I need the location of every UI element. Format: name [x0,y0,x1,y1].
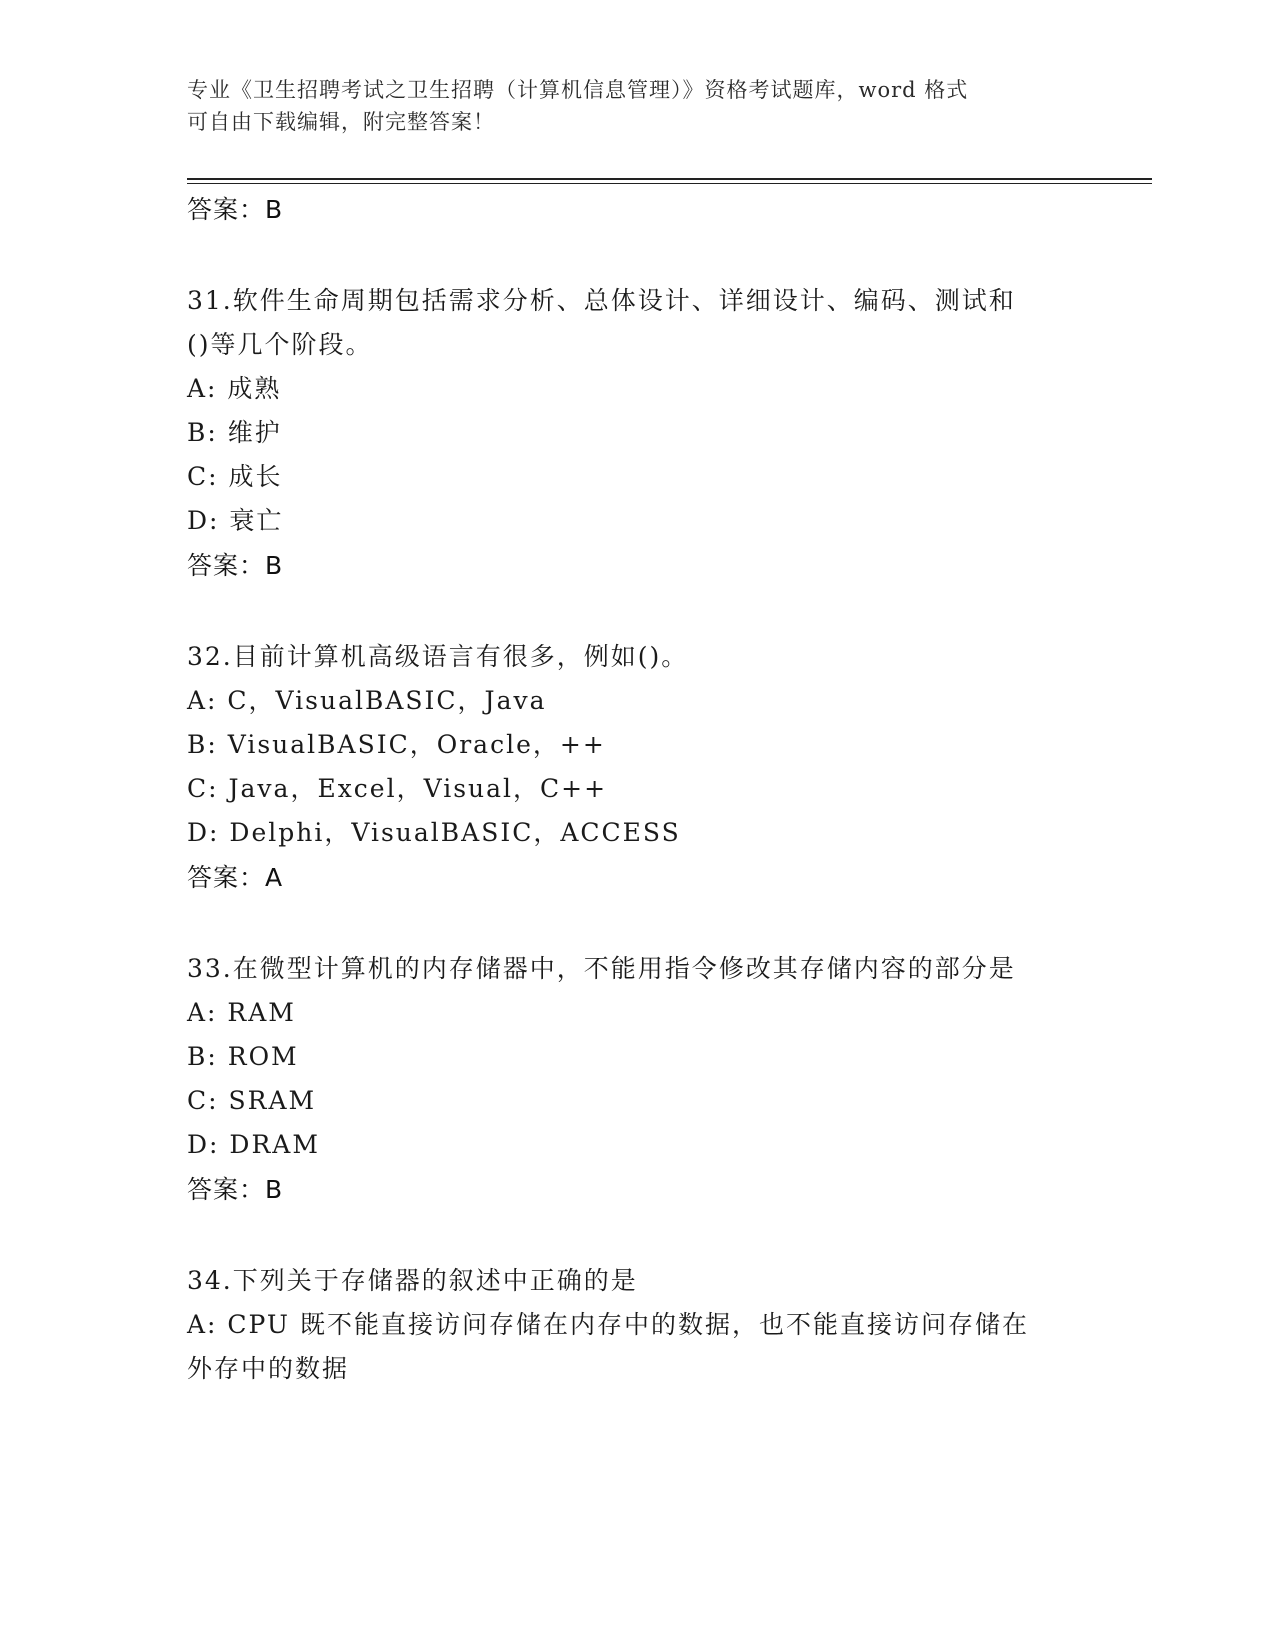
answer-line: 答案：B [187,195,284,224]
option-c: C: SRAM [187,1086,317,1115]
question-stem: 33.在微型计算机的内存储器中，不能用指令修改其存储内容的部分是 [187,954,1016,983]
question-stem-cont: ()等几个阶段。 [187,330,373,359]
answer-line: 答案：B [187,551,284,580]
option-d: D: Delphi，VisualBASIC，ACCESS [187,818,681,847]
answer-line: 答案：B [187,1175,284,1204]
header-line-1: 专业《卫生招聘考试之卫生招聘（计算机信息管理）》资格考试题库，word 格式 [187,78,969,102]
header-line-2: 可自由下载编辑，附完整答案！ [187,110,495,134]
option-d: D: 衰亡 [187,506,284,535]
question-stem: 32.目前计算机高级语言有很多，例如()。 [187,642,689,671]
option-c: C: 成长 [187,462,283,491]
option-b: B: 维护 [187,418,282,447]
header-rule-thick [187,178,1152,180]
document-header [187,74,1087,138]
option-d: D: DRAM [187,1130,320,1159]
answer-line: 答案：A [187,863,284,892]
question-stem: 34.下列关于存储器的叙述中正确的是 [187,1266,638,1295]
option-a-cont: 外存中的数据 [187,1354,350,1383]
option-a: A: CPU 既不能直接访问存储在内存中的数据，也不能直接访问存储在 [187,1310,1029,1339]
option-a: A: 成熟 [187,374,282,403]
option-a: A: RAM [187,998,296,1027]
option-c: C: Java，Excel，Visual，C++ [187,774,608,803]
option-b: B: ROM [187,1042,299,1071]
question-stem: 31.软件生命周期包括需求分析、总体设计、详细设计、编码、测试和 [187,286,1016,315]
header-rule-thin [187,183,1152,184]
option-a: A: C，VisualBASIC，Java [187,686,547,715]
option-b: B: VisualBASIC，Oracle，++ [187,730,606,759]
